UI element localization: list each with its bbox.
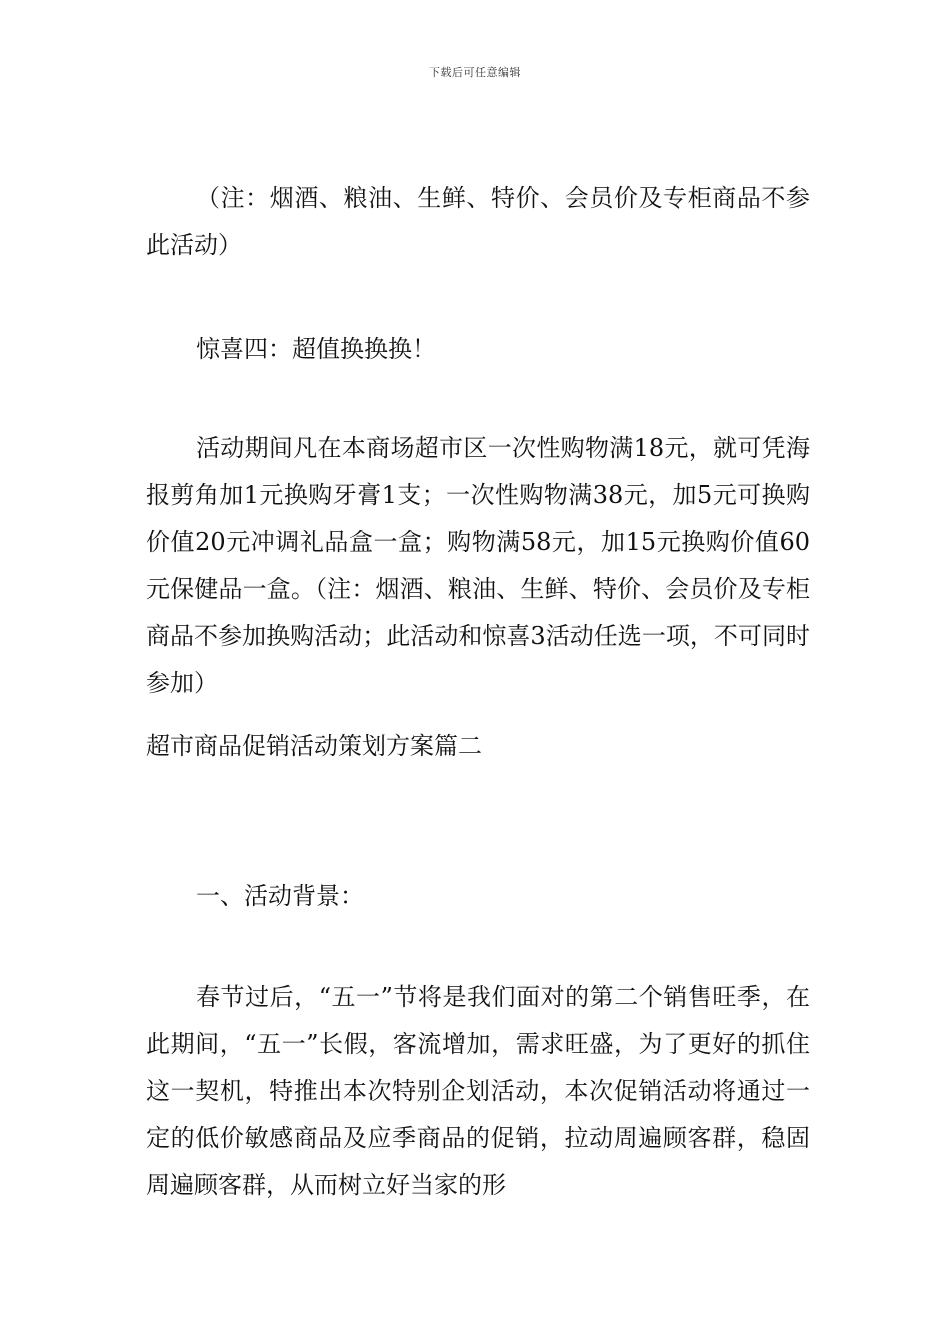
surprise-four-paragraph: 活动期间凡在本商场超市区一次性购物满18元，就可凭海报剪角加1元换购牙膏1支；一次性购物满38元，加5元可换购价值20元冲调礼品盒一盒；购物满58元，加15元换购价值60元保健品一盒。（注：烟酒、粮油、生鲜、特价、会员价及专柜商品不参加换购活动；此活动和惊喜3活动任选一项，不可同时参加） (146, 434, 810, 697)
page-header: 下载后可任意编辑 (429, 66, 521, 79)
background-heading: 一、活动背景： (196, 882, 364, 910)
note-paragraph: （注：烟酒、粮油、生鲜、特价、会员价及专柜商品不参此活动） (146, 184, 810, 259)
section-title: 超市商品促销活动策划方案篇二 (146, 732, 482, 760)
surprise-four-heading: 惊喜四：超值换换换！ (196, 335, 436, 363)
background-paragraph: 春节过后，“五一”节将是我们面对的第二个销售旺季，在此期间，“五一”长假，客流增加，需求旺盛，为了更好的抓住这一契机，特推出本次特别企划活动，本次促销活动将通过一定的低价敏感商品及应季商品的促销，拉动周遍顾客群，稳固周遍顾客群，从而树立好当家的形 (146, 983, 810, 1199)
